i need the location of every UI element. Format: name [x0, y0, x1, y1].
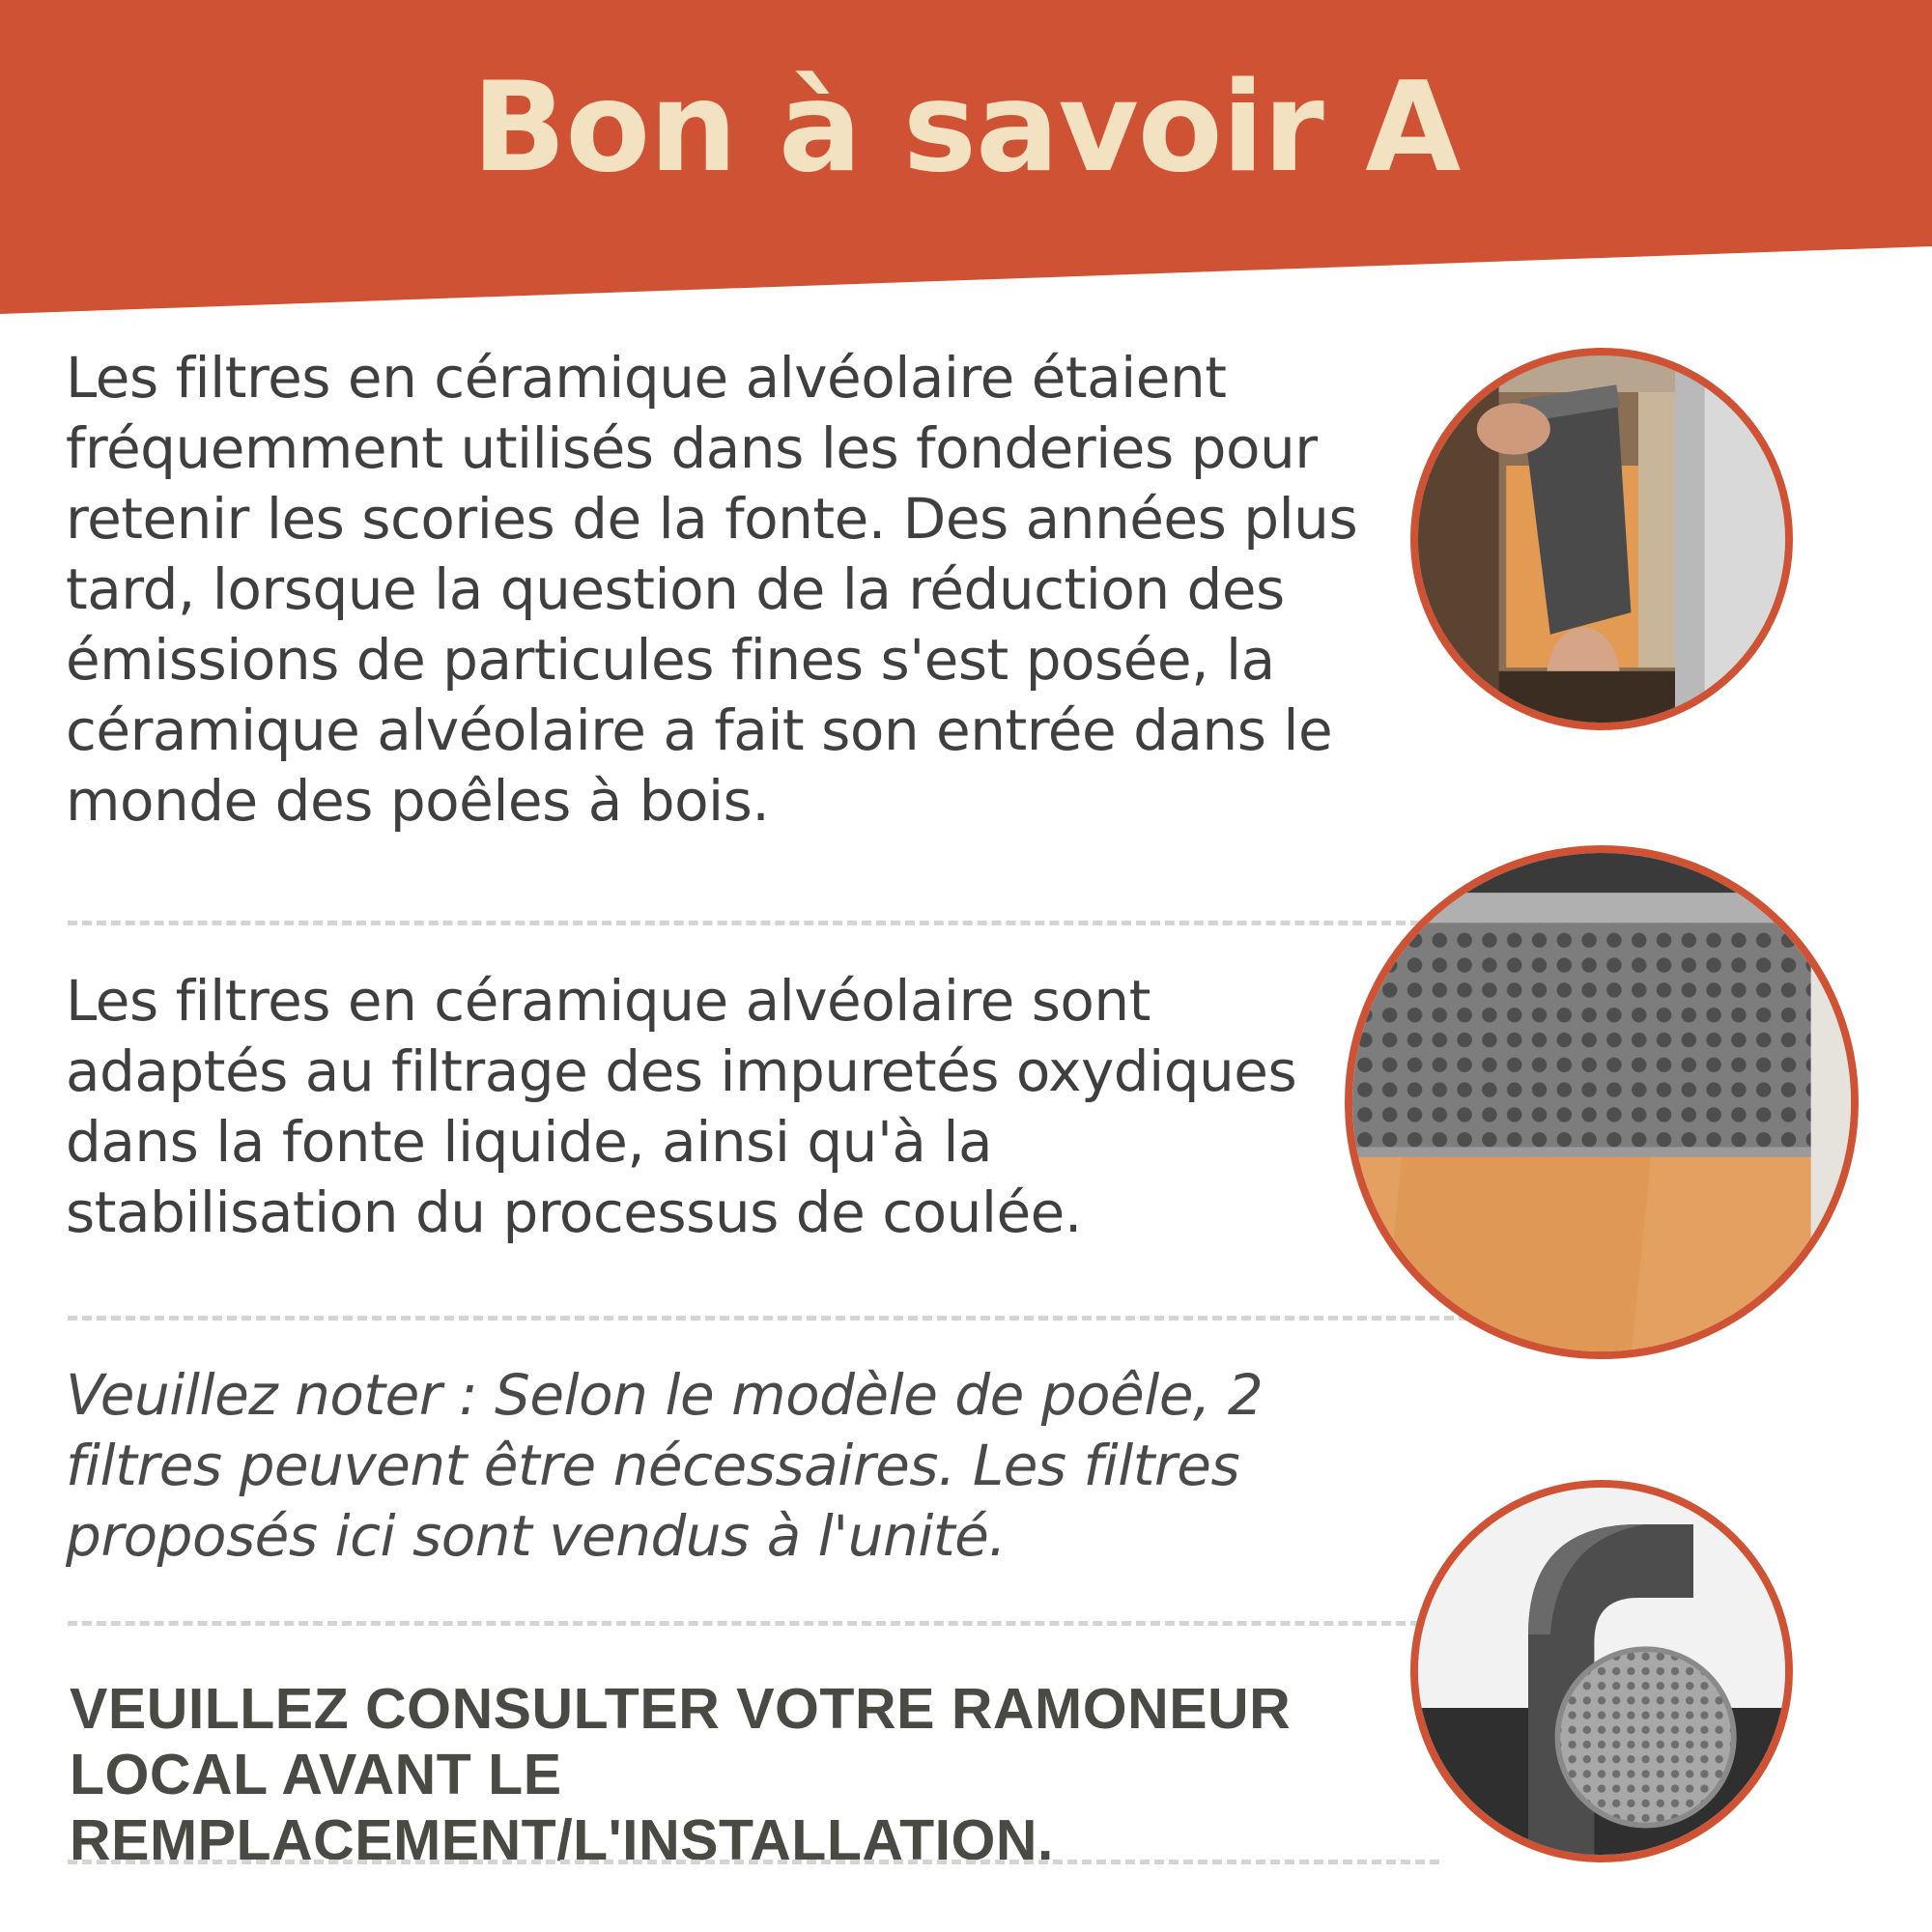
section-divider	[68, 921, 1420, 925]
ceramic-filter-closeup-photo	[1345, 845, 1859, 1359]
history-paragraph: Les filtres en céramique alvéolaire étaient fréquemment utilisés dans les fonderies pour retenir les scories de la fonte. Des années plus tard, lorsque la question de la réduction des émissions de particules fines s'est posée, la céramique alvéolaire a fait son entrée dans le monde des poêles à bois.	[66, 345, 1358, 834]
note-paragraph: Veuillez noter : Selon le modèle de poêle, 2 filtres peuvent être nécessaires. Les filtres proposés ici sont vendus à l'unité.	[66, 1362, 1264, 1569]
section-divider	[68, 1316, 1468, 1321]
page-title: Bon à savoir A	[471, 56, 1461, 200]
stove-filter-install-photo	[1410, 348, 1793, 730]
warning-notice: VEUILLEZ CONSULTER VOTRE RAMONEUR LOCAL AVANT LE REMPLACEMENT/L'INSTALLATION.	[70, 1677, 1292, 1872]
section-divider	[68, 1621, 1420, 1626]
section-divider	[68, 1860, 1439, 1864]
round-filter-flue-photo	[1410, 1480, 1793, 1862]
usage-paragraph: Les filtres en céramique alvéolaire sont adaptés au filtrage des impuretés oxydiques dans la fonte liquide, ainsi qu'à la stabilisation du processus de coulée.	[66, 968, 1297, 1245]
